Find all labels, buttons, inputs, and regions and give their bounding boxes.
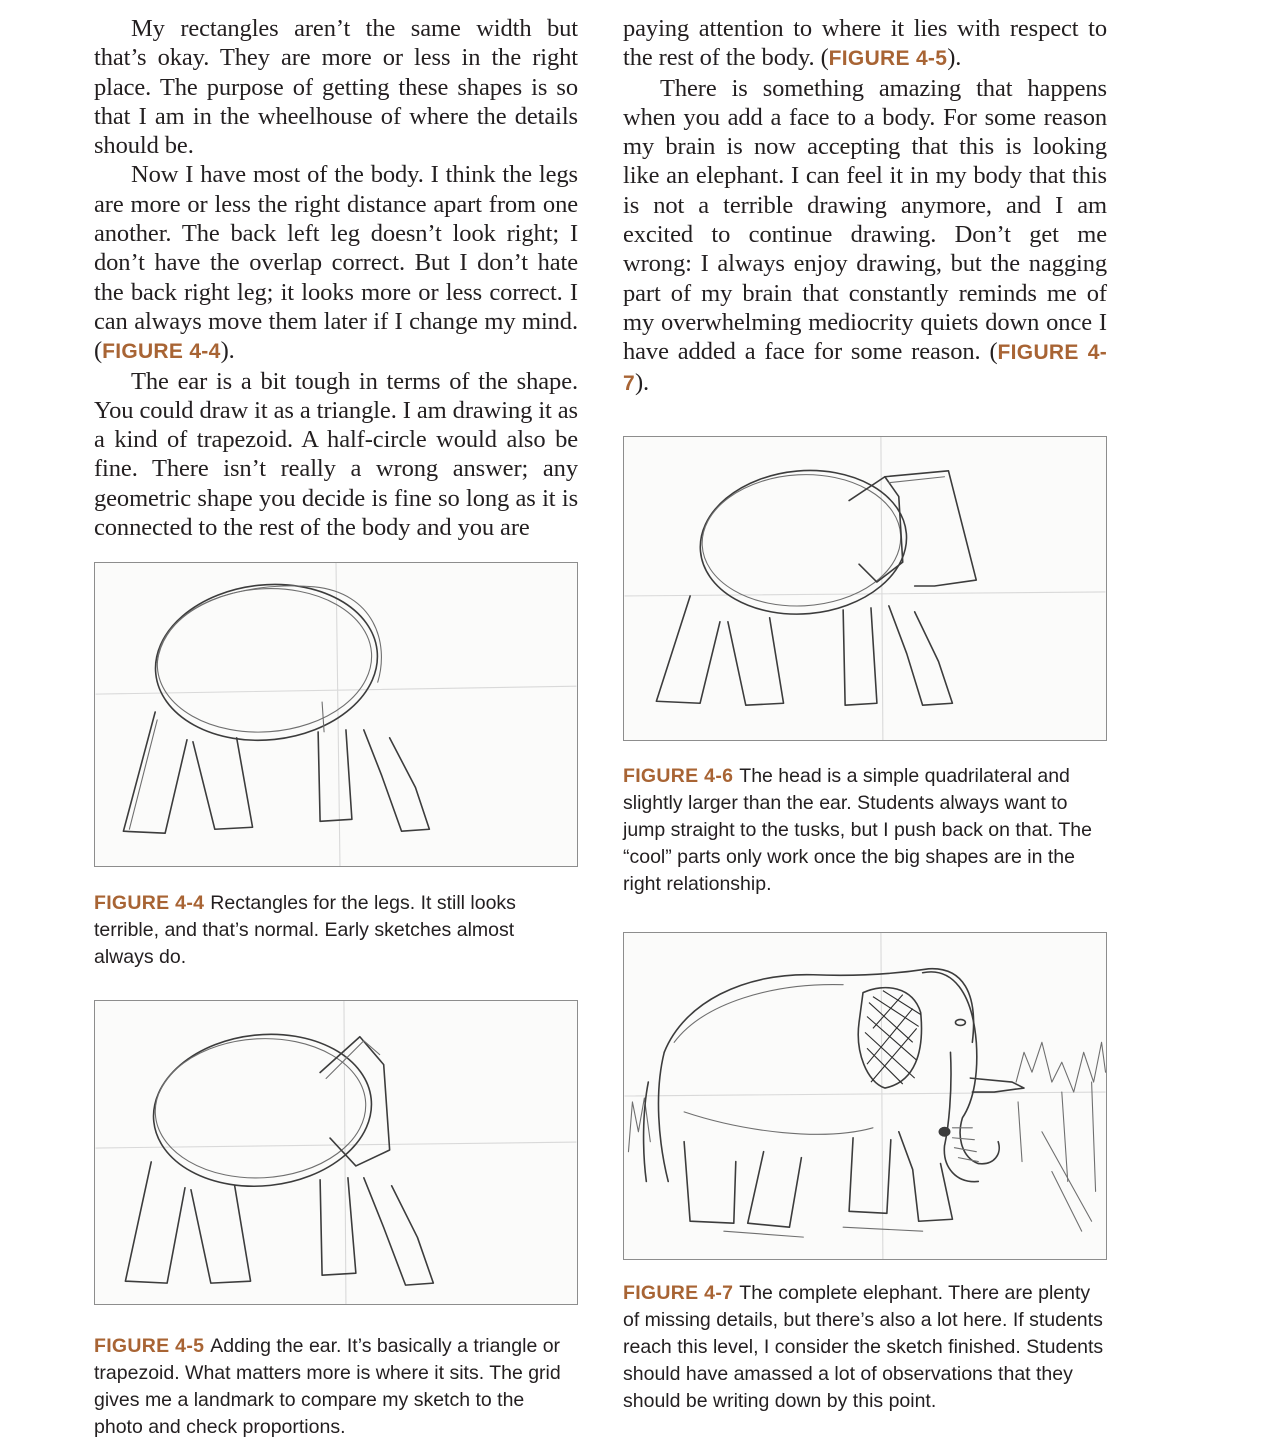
ground-lines <box>724 1132 1092 1237</box>
right-column <box>623 14 1107 398</box>
paragraph-text: ). <box>220 337 235 365</box>
figure-reference: FIGURE 4-4 <box>102 340 221 364</box>
elephant-drawing-image <box>624 933 1106 1259</box>
paragraph: My rectangles aren’t the same width but that’s okay. They are more or less in the right place. The purpose of getting these shapes is so that I am in the wheelhouse of where the details should be. <box>94 15 578 160</box>
ear <box>849 477 903 582</box>
elephant-sketch-image <box>95 563 577 866</box>
caption-text: The head is a simple quadrilateral and slightly larger than the ear. Students always want to jump straight to the tusks, but I push back on that. The “cool” parts only work once the big shapes are in the right relationship. <box>623 765 1092 895</box>
legs <box>656 596 952 705</box>
elephant-sketch-image <box>95 1001 577 1304</box>
left-column <box>94 14 578 542</box>
paragraph: The ear is a bit tough in terms of the shape. You could draw it as a triangle. I am drawing it as a kind of trapezoid. A half-circle would also be fine. There isn’t really a wrong answer; any geometric shape you decide is fine so long as it is connected to the rest of the body and you are <box>94 367 578 542</box>
legs <box>123 702 429 833</box>
caption-text: Rectangles for the legs. It still looks terrible, and that’s normal. Early sketches almost always do. <box>94 892 516 968</box>
figure-4-5-caption <box>94 1333 578 1441</box>
figure-4-6-image <box>623 436 1107 741</box>
paragraph <box>623 14 1107 74</box>
head <box>885 471 976 586</box>
paragraph-text: ). <box>634 368 650 396</box>
ear-shading <box>858 988 921 1088</box>
figure-4-6-caption <box>623 763 1107 898</box>
figure-label: FIGURE 4-7 <box>623 1282 734 1304</box>
elephant-sketch-image <box>624 437 1106 740</box>
paragraph-text: ). <box>947 44 962 72</box>
paragraph <box>623 74 1107 398</box>
figure-4-4-image <box>94 562 578 867</box>
caption-text: The complete elephant. There are plenty of missing details, but there’s also a lot here. If students reach this level, I consider the sketch finished. Students should have amassed a lot of observations that they should be writing down by this point. <box>623 1282 1104 1412</box>
figure-4-5-image <box>94 1000 578 1305</box>
figure-4-4-caption <box>94 890 578 971</box>
legs <box>125 1162 433 1285</box>
figure-reference: FIGURE 4-7 <box>623 341 1107 395</box>
figure-label: FIGURE 4-6 <box>623 765 734 787</box>
figure-4-7-image <box>623 932 1107 1260</box>
paragraph-text: There is something amazing that happens when you add a face to a body. For some reason my brain is now accepting that this is looking like an elephant. I can feel it in my body that this is not a terrible drawing anymore, and I am excited to continue drawing. Don’t get me wrong: I always enjoy drawing, but the nagging part of my brain that constantly reminds me of my overwhelming mediocrity quiets down once I have added a face for some reason. ( <box>623 74 1107 366</box>
head-and-trunk <box>923 972 1024 1182</box>
body-oval <box>694 462 912 623</box>
elephant-body <box>644 969 974 1228</box>
body-oval <box>148 574 386 751</box>
paragraph <box>94 160 578 366</box>
caption-text: Adding the ear. It’s basically a triangle or trapezoid. What matters more is where it sits. The grid gives me a landmark to compare my sketch to the photo and check proportions. <box>94 1335 561 1438</box>
paragraph-text: paying attention to where it lies with respect to the rest of the body. ( <box>623 15 1107 72</box>
figure-4-7-caption <box>623 1280 1107 1415</box>
figure-label: FIGURE 4-5 <box>94 1335 205 1357</box>
paragraph-text: Now I have most of the body. I think the legs are more or less the right distance apart from one another. The back left leg doesn’t look right; I don’t have the overlap correct. But I don’t hate the back right leg; it looks more or less correct. I can always move them later if I change my mind. ( <box>94 161 578 365</box>
figure-reference: FIGURE 4-5 <box>828 47 948 71</box>
figure-label: FIGURE 4-4 <box>94 892 205 914</box>
